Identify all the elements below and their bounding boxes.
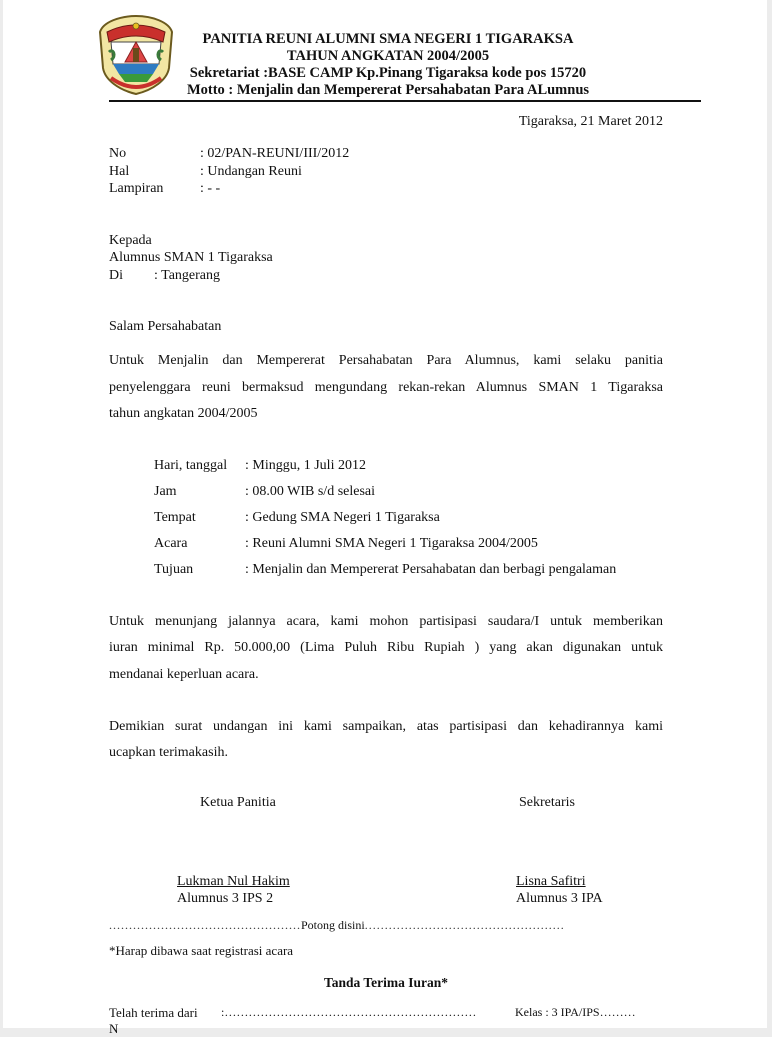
detail-value-time: : 08.00 WIB s/d selesai: [245, 484, 376, 499]
receipt-title: Tanda Terima Iuran*: [323, 975, 449, 990]
meta-value-hal: : Undangan Reuni: [200, 164, 302, 179]
para3-line2: ucapkan terimakasih.: [109, 745, 228, 760]
greeting: Salam Persahabatan: [109, 319, 222, 334]
detail-label-place: Tempat: [154, 510, 196, 525]
detail-label-day: Hari, tanggal: [154, 458, 228, 473]
signature-right-role: Alumnus 3 IPA: [516, 891, 603, 906]
meta-label-no: No: [109, 146, 127, 161]
header-secretariat: Sekretariat :BASE CAMP Kp.Pinang Tigaraksa kode pos 15720: [189, 65, 587, 81]
para2-line1: Untuk menunjang jalannya acara, kami mohon partisipasi saudara/I untuk memberikan: [109, 614, 663, 629]
receipt-next-line: N: [109, 1021, 119, 1036]
header-motto: Motto : Menjalin dan Mempererat Persahabatan Para ALumnus: [186, 82, 590, 98]
meta-value-no: : 02/PAN-REUNI/III/2012: [200, 146, 350, 161]
signature-right-title: Sekretaris: [519, 795, 575, 810]
header-rule-thick: [109, 100, 701, 102]
signature-left-role: Alumnus 3 IPS 2: [177, 891, 274, 906]
recipient-name: Alumnus SMAN 1 Tigaraksa: [109, 250, 273, 265]
para1-line1: Untuk Menjalin dan Mempererat Persahabatan Para Alumnus, kami selaku panitia: [109, 353, 663, 368]
para1-line3: tahun angkatan 2004/2005: [109, 406, 258, 421]
cut-label: Potong disini: [301, 918, 365, 932]
detail-label-purpose: Tujuan: [154, 562, 194, 577]
recipient-kepada: Kepada: [109, 233, 152, 248]
receipt-received-from-field: :………………………………………………………: [221, 1005, 477, 1019]
detail-value-place: : Gedung SMA Negeri 1 Tigaraksa: [245, 510, 440, 525]
letter-page: [3, 0, 767, 1036]
cut-dots-right: ..................................................: [364, 918, 565, 932]
receipt-received-from-label: Telah terima dari: [109, 1005, 198, 1020]
para2-line2: iuran minimal Rp. 50.000,00 (Lima Puluh Ribu Rupiah ) yang akan digunakan untuk: [109, 640, 663, 655]
letter-date: Tigaraksa, 21 Maret 2012: [518, 114, 663, 129]
para2-line3: mendanai keperluan acara.: [109, 667, 259, 682]
signature-left-title: Ketua Panitia: [200, 795, 276, 810]
meta-value-lampiran: : - -: [200, 181, 221, 196]
signature-left-name: Lukman Nul Hakim: [177, 874, 290, 889]
cut-dots-left: ................................................: [109, 918, 301, 932]
recipient-di-value: : Tangerang: [154, 268, 221, 283]
detail-value-purpose: : Menjalin dan Mempererat Persahabatan dan berbagi pengalaman: [245, 562, 617, 577]
meta-label-hal: Hal: [109, 164, 130, 179]
detail-value-day: : Minggu, 1 Juli 2012: [245, 458, 366, 473]
header-class-year: TAHUN ANGKATAN 2004/2005: [286, 48, 490, 64]
receipt-class-field: Kelas : 3 IPA/IPS………: [515, 1005, 636, 1019]
registration-note: *Harap dibawa saat registrasi acara: [109, 943, 294, 958]
detail-label-event: Acara: [154, 536, 188, 551]
header-committee-name: PANITIA REUNI ALUMNI SMA NEGERI 1 TIGARAKSA: [202, 31, 574, 47]
detail-value-event: : Reuni Alumni SMA Negeri 1 Tigaraksa 2004/2005: [245, 536, 538, 551]
signature-right-name: Lisna Safitri: [516, 874, 586, 889]
recipient-di-label: Di: [109, 268, 123, 283]
school-logo-emblem: [97, 12, 175, 96]
cut-line: [109, 918, 565, 933]
detail-label-time: Jam: [154, 484, 177, 499]
meta-label-lampiran: Lampiran: [109, 181, 164, 196]
para3-line1: Demikian surat undangan ini kami sampaikan, atas partisipasi dan kehadirannya kami: [109, 719, 663, 734]
para1-line2: penyelenggara reuni bermaksud mengundang rekan-rekan Alumnus SMAN 1 Tigaraksa: [109, 380, 663, 395]
